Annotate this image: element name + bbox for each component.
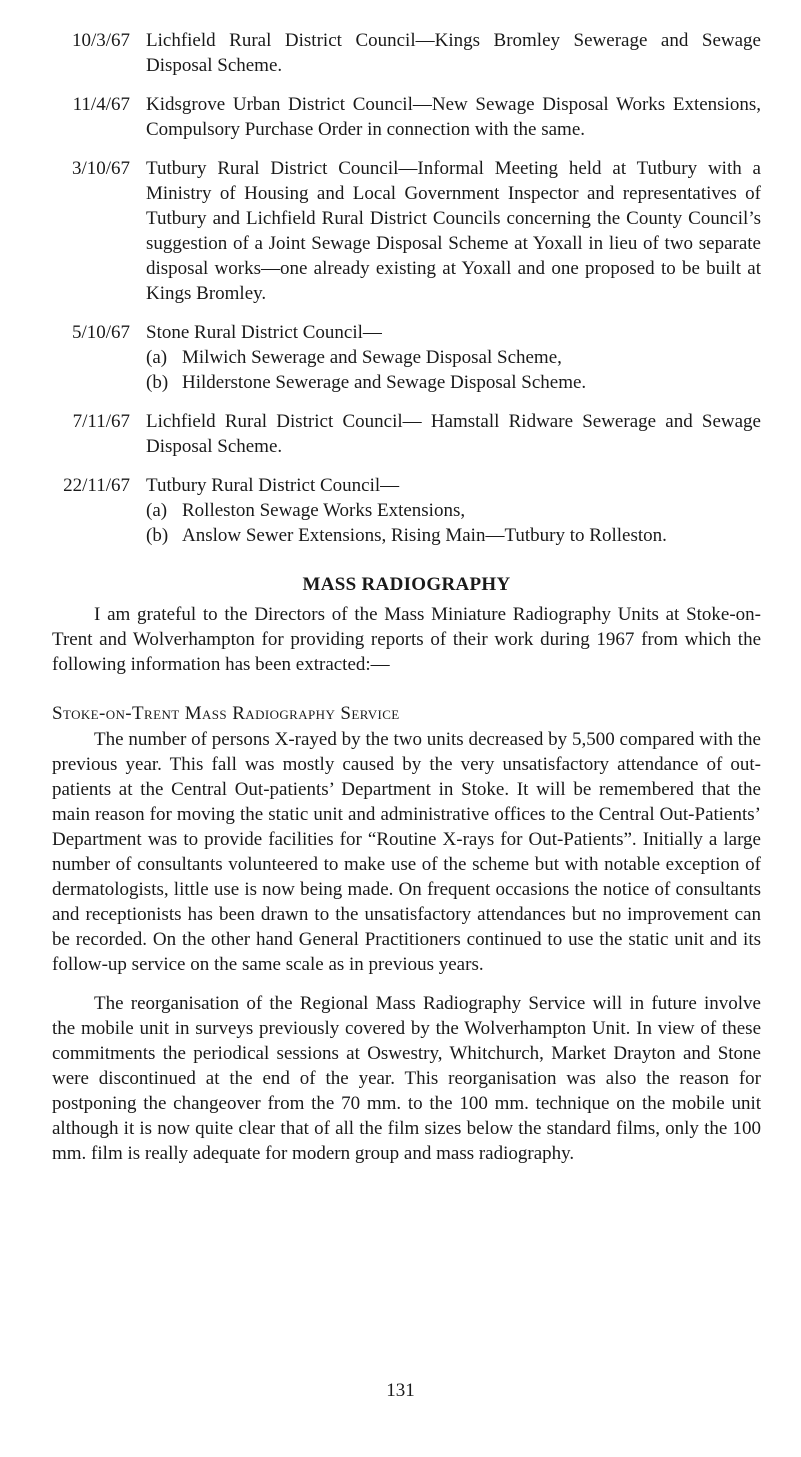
- entry-text: Kidsgrove Urban District Council—New Sewage Disposal Works Extensions, Compulsory Purchase Order in connection with the same.: [146, 94, 761, 140]
- sub-item-marker: (b): [146, 372, 169, 393]
- entry-date: 11/4/67: [72, 94, 130, 115]
- sub-item-text: Hilderstone Sewerage and Sewage Disposal Scheme.: [182, 372, 587, 393]
- section-heading: MASS RADIOGRAPHY: [302, 574, 511, 595]
- body-paragraph: The number of persons X-rayed by the two units decreased by 5,500 compared with the previous year. This fall was mostly caused by the very unsatisfactory attendance of out-patients at the Central Out-patients’ Department in Stoke. It will be remembered that the main reason for moving the static unit and administrative offices to the Central Out-Patients’ Department was to provide facilities for “Routine X-rays for Out-Patients”. Initially a large number of consultants volunteered to make use of the scheme but with notable exception of dermatologists, little use is now being made. On frequent occasions the notice of consultants and receptionists has been drawn to the unsatisfactory attendances but no improvement can be recorded. On the other hand General Practitioners continued to use the static unit and its follow-up service on the same scale as in previous years.: [52, 729, 761, 975]
- list-item: [52, 473, 761, 548]
- entry-body: [146, 320, 761, 395]
- entry-body: [146, 473, 761, 548]
- body-paragraph: The reorganisation of the Regional Mass Radiography Service will in future involve the mobile unit in surveys previously covered by the Wolverhampton Unit. In view of these commitments the periodical sessions at Oswestry, Whitchurch, Market Drayton and Stone were discontinued at the end of the year. This reorganisation was also the reason for postponing the changeover from the 70 mm. to the 100 mm. technique on the mobile unit although it is now quite clear that of all the film sizes below the standard films, only the 100 mm. film is really adequate for modern group and mass radiography.: [52, 993, 761, 1164]
- sub-item: [146, 523, 761, 548]
- sub-item: [146, 370, 761, 395]
- sub-item-text: Anslow Sewer Extensions, Rising Main—Tutbury to Rolleston.: [182, 525, 667, 546]
- entry-text: Tutbury Rural District Council—Informal Meeting held at Tutbury with a Ministry of Housing and Local Government Inspector and representatives of Tutbury and Lichfield Rural District Councils concerning the County Council’s suggestion of a Joint Sewage Disposal Scheme at Yoxall in lieu of two separate disposal works—one already existing at Yoxall and one proposed to be built at Kings Bromley.: [146, 158, 761, 304]
- sub-item-marker: (b): [146, 525, 169, 546]
- entry-text: Tutbury Rural District Council—: [146, 475, 400, 496]
- entry-text: Lichfield Rural District Council— Hamstall Ridware Sewerage and Sewage Disposal Scheme.: [146, 411, 761, 457]
- sub-item: [146, 498, 761, 523]
- meeting-list: [52, 28, 761, 548]
- entry-date: 3/10/67: [71, 158, 130, 179]
- page-number: 131: [386, 1380, 415, 1401]
- sub-item: [146, 345, 761, 370]
- list-item: [52, 409, 761, 459]
- list-item: [52, 28, 761, 78]
- entry-date: 7/11/67: [72, 411, 130, 432]
- entry-sublist: [146, 498, 761, 548]
- sub-item-marker: (a): [146, 347, 168, 368]
- sub-item-text: Rolleston Sewage Works Extensions,: [182, 500, 466, 521]
- entry-text: Stone Rural District Council—: [146, 322, 382, 343]
- entry-date: 10/3/67: [71, 30, 130, 51]
- sub-item-text: Milwich Sewerage and Sewage Disposal Scheme,: [182, 347, 562, 368]
- entry-sublist: [146, 345, 761, 395]
- sub-item-marker: (a): [146, 500, 168, 521]
- list-item: [52, 156, 761, 306]
- entry-date: 22/11/67: [63, 475, 130, 496]
- list-item: [52, 92, 761, 142]
- intro-paragraph: I am grateful to the Directors of the Mass Miniature Radiography Units at Stoke-on-Trent and Wolverhampton for providing reports of their work during 1967 from which the following information has been extracted:—: [52, 604, 761, 675]
- list-item: [52, 320, 761, 395]
- section-subheading: Stoke-on-Trent Mass Radiography Service: [52, 703, 400, 724]
- entry-date: 5/10/67: [71, 322, 130, 343]
- entry-text: Lichfield Rural District Council—Kings Bromley Sewerage and Sewage Disposal Scheme.: [146, 30, 761, 76]
